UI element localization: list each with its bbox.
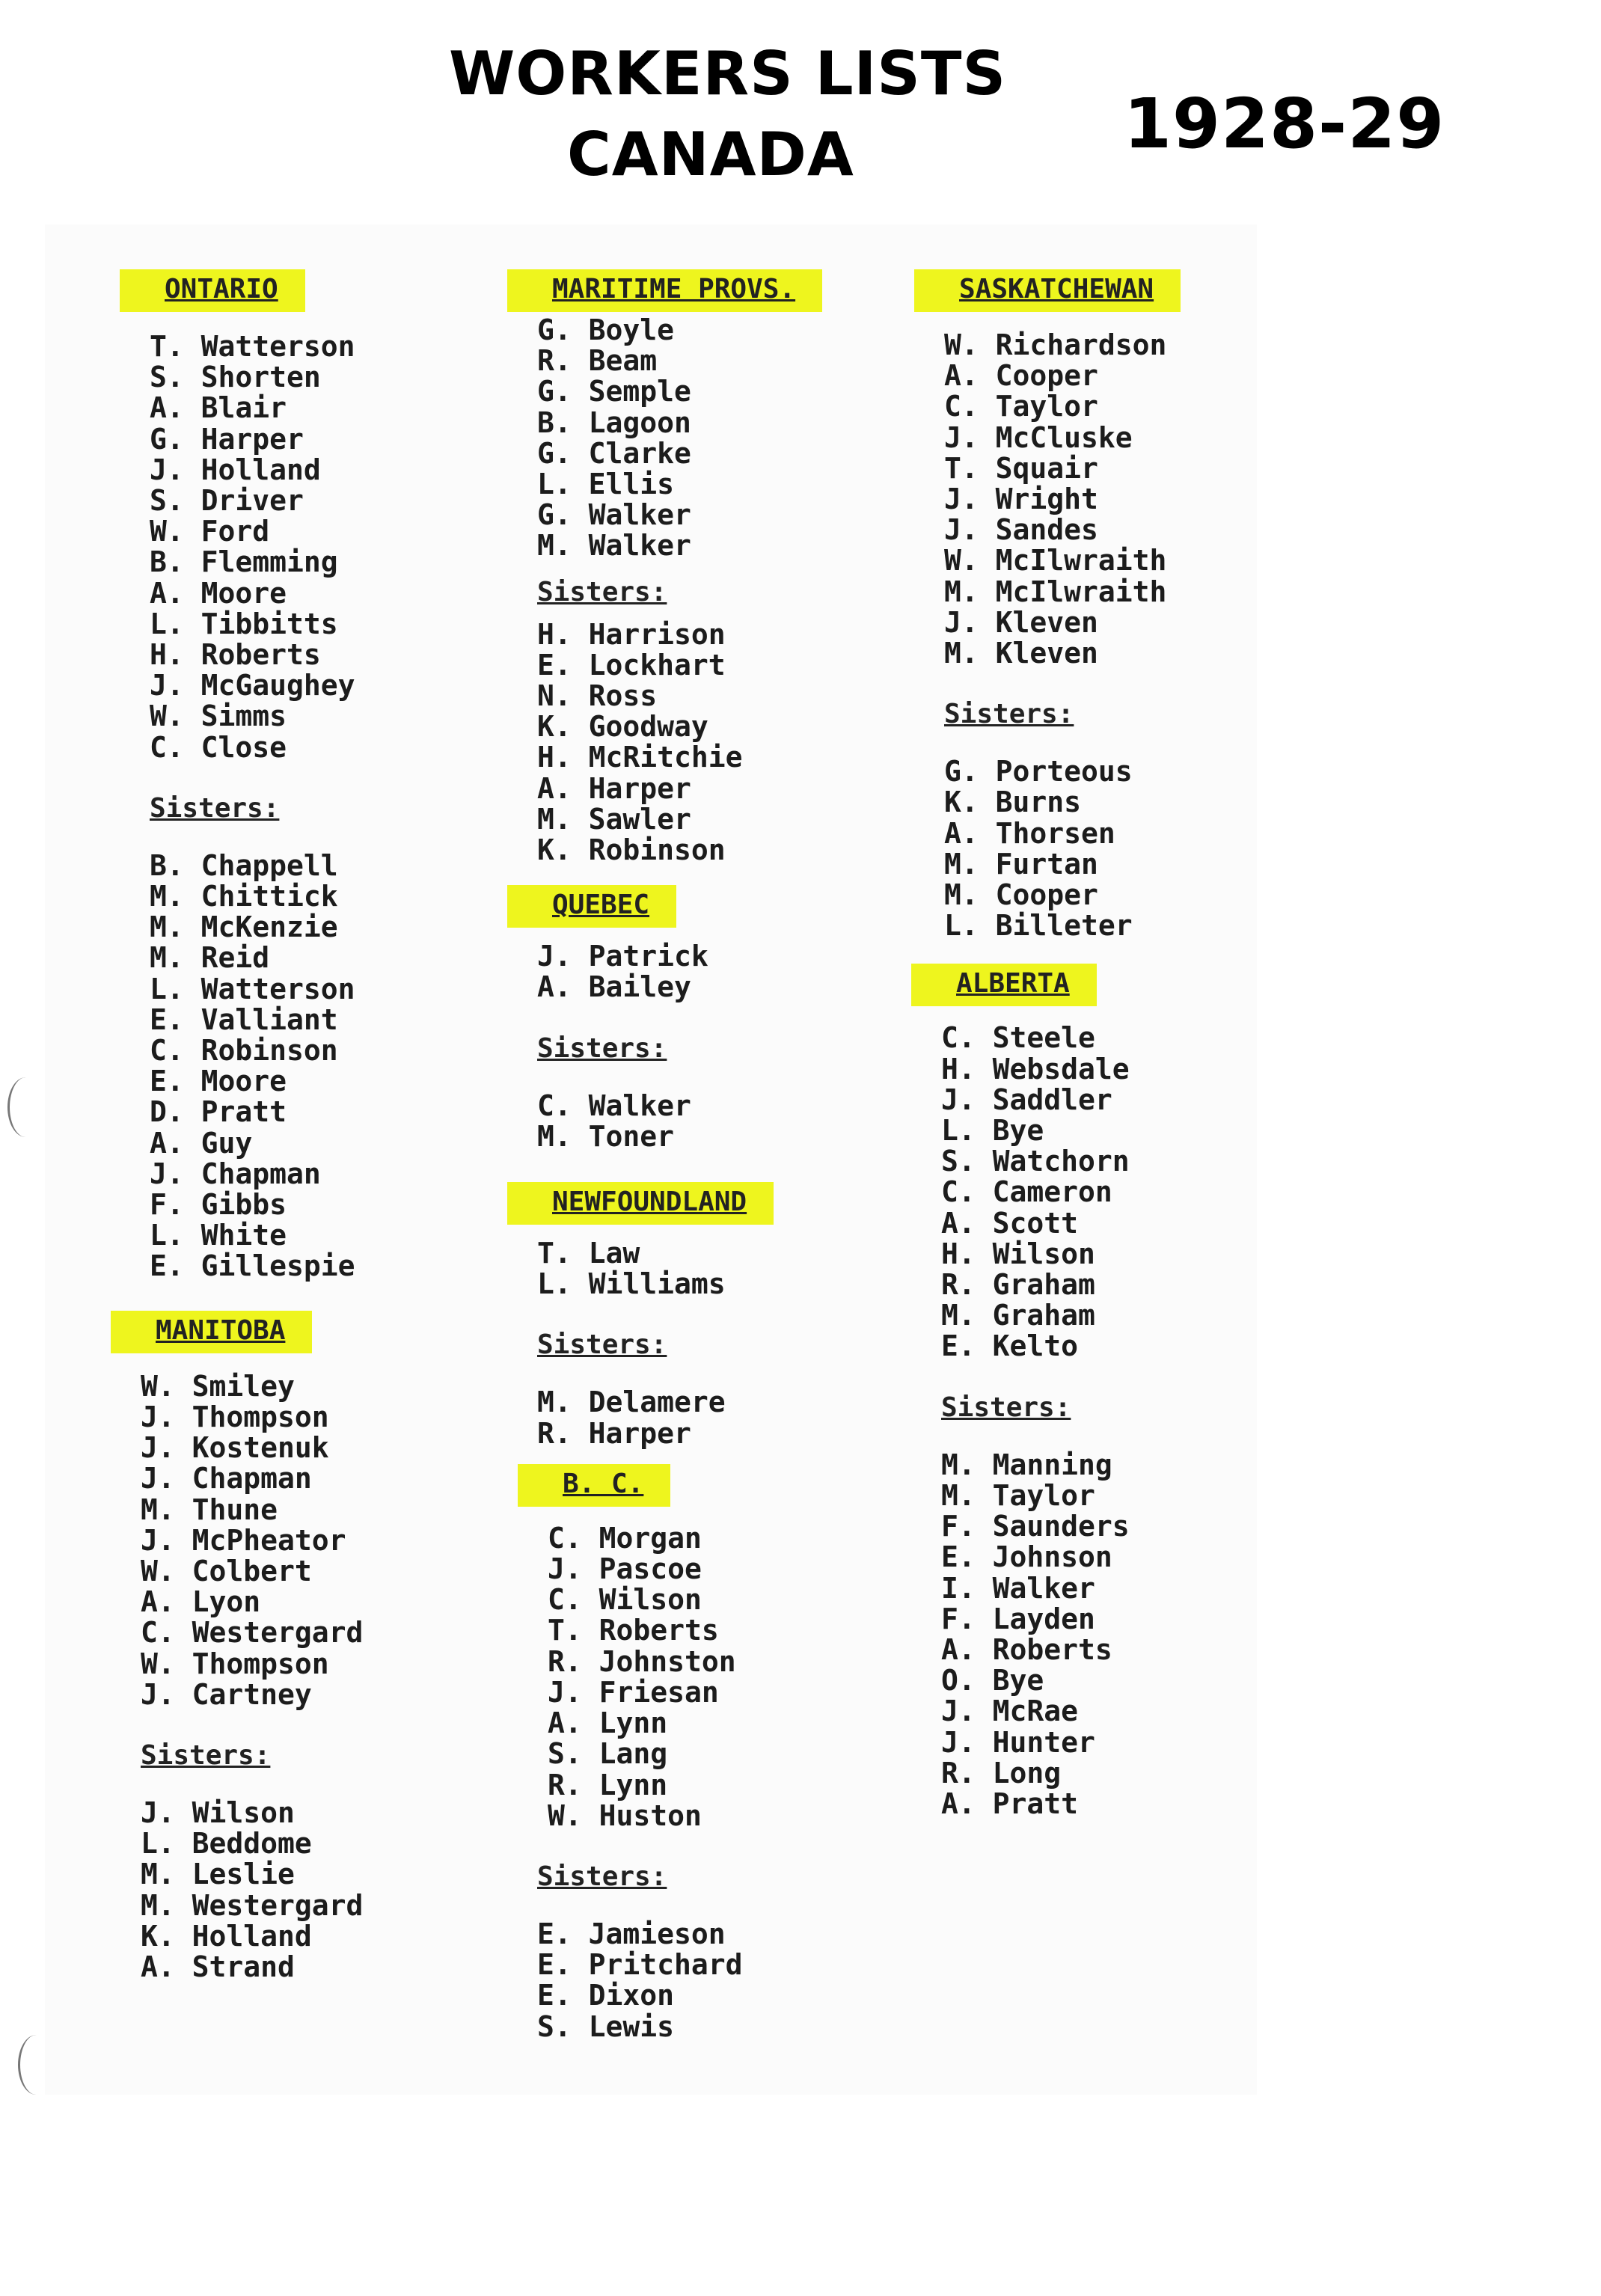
sisters-list bbox=[537, 1387, 956, 1448]
list-item: H. Wilson bbox=[941, 1237, 1095, 1270]
list-item: A. Cooper bbox=[944, 359, 1098, 393]
list-item: A. Roberts bbox=[941, 1632, 1112, 1666]
list-item: R. Graham bbox=[941, 1268, 1095, 1302]
list-item: R. Lynn bbox=[548, 1768, 668, 1801]
title-line-2: CANADA bbox=[567, 120, 854, 189]
list-item: S. Lewis bbox=[537, 2009, 675, 2043]
list-item: K. Robinson bbox=[537, 833, 726, 867]
section-heading: ONTARIO bbox=[120, 269, 305, 312]
list-item: F. Saunders bbox=[941, 1510, 1130, 1543]
list-item: B. Lagoon bbox=[537, 405, 691, 439]
years-label: 1928-29 bbox=[1124, 84, 1445, 164]
list-item: E. Lockhart bbox=[537, 648, 726, 682]
list-item: N. Ross bbox=[537, 679, 658, 713]
list-item: E. Kelto bbox=[941, 1329, 1079, 1363]
column-1 bbox=[141, 269, 569, 1983]
list-item: A. Scott bbox=[941, 1206, 1079, 1240]
list-item: W. Thompson bbox=[141, 1647, 329, 1680]
list-item: G. Boyle bbox=[537, 313, 675, 346]
list-item: W. Richardson bbox=[944, 328, 1167, 361]
sisters-heading: Sisters: bbox=[150, 792, 280, 824]
list-item: T. Roberts bbox=[548, 1614, 719, 1647]
list-item: J. Chapman bbox=[150, 1157, 321, 1190]
list-item: D. Pratt bbox=[150, 1095, 287, 1129]
list-item: L. Ellis bbox=[537, 468, 675, 501]
sisters-heading: Sisters: bbox=[944, 699, 1074, 730]
list-item: J. Wright bbox=[944, 483, 1098, 516]
list-item: A. Lynn bbox=[548, 1706, 668, 1740]
list-item: G. Harper bbox=[150, 422, 304, 456]
list-item: M. Cooper bbox=[944, 878, 1098, 912]
names-list bbox=[150, 331, 569, 763]
section-quebec bbox=[537, 885, 956, 1152]
list-item: E. Dixon bbox=[537, 1979, 675, 2012]
sisters-heading: Sisters: bbox=[537, 576, 667, 607]
list-item: M. Manning bbox=[941, 1448, 1112, 1481]
list-item: S. Shorten bbox=[150, 361, 321, 394]
list-item: J. Thompson bbox=[141, 1400, 329, 1433]
list-item: M. Chittick bbox=[150, 880, 338, 913]
sisters-list bbox=[141, 1798, 569, 1983]
section-bc bbox=[537, 1464, 956, 2043]
list-item: A. Bailey bbox=[537, 970, 691, 1004]
list-item: J. McRae bbox=[941, 1695, 1079, 1728]
list-item: M. Westergard bbox=[141, 1888, 364, 1922]
list-item: M. Delamere bbox=[537, 1386, 726, 1419]
list-item: J. Sandes bbox=[944, 513, 1098, 547]
section-saskatchewan bbox=[944, 269, 1363, 941]
list-item: W. Smiley bbox=[141, 1369, 295, 1403]
list-item: C. Taylor bbox=[944, 390, 1098, 423]
list-item: C. Steele bbox=[941, 1021, 1095, 1055]
list-item: T. Law bbox=[537, 1237, 640, 1270]
list-item: C. Cameron bbox=[941, 1175, 1112, 1209]
list-item: T. Watterson bbox=[150, 330, 355, 363]
section-heading: ALBERTA bbox=[911, 964, 1097, 1006]
list-item: J. Patrick bbox=[537, 940, 708, 973]
section-heading: NEWFOUNDLAND bbox=[507, 1182, 774, 1225]
list-item: S. Driver bbox=[150, 484, 304, 518]
sisters-list bbox=[150, 848, 569, 1283]
list-item: L. White bbox=[150, 1219, 287, 1252]
list-item: J. McPheator bbox=[141, 1523, 346, 1557]
list-item: G. Walker bbox=[537, 498, 691, 532]
names-list bbox=[944, 330, 1363, 669]
list-item: K. Burns bbox=[944, 786, 1082, 819]
list-item: M. Leslie bbox=[141, 1858, 295, 1891]
section-heading: MANITOBA bbox=[111, 1311, 312, 1353]
list-item: M. McIlwraith bbox=[944, 575, 1167, 608]
list-item: J. Hunter bbox=[941, 1725, 1095, 1759]
list-item: J. Saddler bbox=[941, 1083, 1112, 1116]
names-list bbox=[941, 1023, 1363, 1362]
list-item: J. Wilson bbox=[141, 1796, 295, 1829]
list-item: E. Gillespie bbox=[150, 1249, 355, 1283]
list-item: I. Walker bbox=[941, 1571, 1095, 1605]
list-item: A. Strand bbox=[141, 1950, 295, 1983]
list-item: J. Kostenuk bbox=[141, 1431, 329, 1465]
list-item: W. Ford bbox=[150, 515, 270, 548]
list-item: J. Holland bbox=[150, 453, 321, 486]
list-item: C. Morgan bbox=[548, 1521, 702, 1555]
list-item: F. Gibbs bbox=[150, 1188, 287, 1222]
section-heading: QUEBEC bbox=[507, 885, 676, 928]
list-item: J. Pascoe bbox=[548, 1552, 702, 1586]
list-item: E. Moore bbox=[150, 1065, 287, 1098]
list-item: J. McGaughey bbox=[150, 669, 355, 702]
names-list bbox=[537, 1238, 956, 1299]
list-item: C. Close bbox=[150, 730, 287, 764]
list-item: L. Watterson bbox=[150, 972, 355, 1005]
list-item: S. Watchorn bbox=[941, 1145, 1130, 1178]
list-item: M. Furtan bbox=[944, 847, 1098, 881]
list-item: M. Taylor bbox=[941, 1478, 1095, 1512]
list-item: R. Beam bbox=[537, 344, 658, 378]
sisters-heading: Sisters: bbox=[537, 1032, 667, 1064]
sisters-heading: Sisters: bbox=[537, 1329, 667, 1361]
list-item: R. Harper bbox=[537, 1416, 691, 1450]
section-manitoba bbox=[141, 1311, 569, 1983]
list-item: G. Porteous bbox=[944, 755, 1133, 789]
names-list bbox=[537, 315, 956, 562]
punch-hole bbox=[7, 1077, 44, 1137]
list-item: C. Westergard bbox=[141, 1616, 364, 1650]
names-list bbox=[548, 1523, 956, 1831]
sisters-heading: Sisters: bbox=[941, 1392, 1071, 1423]
list-item: S. Lang bbox=[548, 1737, 668, 1771]
list-item: E. Valliant bbox=[150, 1002, 338, 1036]
list-item: K. Holland bbox=[141, 1919, 312, 1953]
list-item: M. Graham bbox=[941, 1299, 1095, 1332]
list-item: O. Bye bbox=[941, 1664, 1044, 1697]
section-heading: SASKATCHEWAN bbox=[914, 269, 1181, 312]
list-item: E. Johnson bbox=[941, 1540, 1112, 1574]
list-item: A. Harper bbox=[537, 771, 691, 805]
names-list bbox=[141, 1371, 569, 1710]
list-item: M. Reid bbox=[150, 941, 270, 975]
list-item: C. Wilson bbox=[548, 1583, 702, 1617]
list-item: G. Semple bbox=[537, 375, 691, 408]
list-item: A. Guy bbox=[150, 1126, 253, 1160]
sisters-list bbox=[537, 1091, 956, 1152]
list-item: G. Clarke bbox=[537, 436, 691, 470]
list-item: W. Huston bbox=[548, 1798, 702, 1832]
title-line-1: WORKERS LISTS bbox=[449, 39, 1007, 108]
list-item: H. Harrison bbox=[537, 617, 726, 651]
sisters-heading: Sisters: bbox=[141, 1739, 271, 1771]
list-item: J. Kleven bbox=[944, 605, 1098, 639]
list-item: K. Goodway bbox=[537, 710, 708, 744]
list-item: J. McCluske bbox=[944, 420, 1133, 454]
list-item: B. Chappell bbox=[150, 848, 338, 882]
column-2 bbox=[537, 269, 956, 2042]
list-item: A. Lyon bbox=[141, 1585, 261, 1619]
section-heading: B. C. bbox=[518, 1464, 670, 1507]
names-list bbox=[537, 941, 956, 1002]
list-item: B. Flemming bbox=[150, 545, 338, 579]
list-item: W. Simms bbox=[150, 699, 287, 733]
list-item: H. McRitchie bbox=[537, 741, 743, 774]
list-item: M. Toner bbox=[537, 1119, 675, 1153]
list-item: C. Walker bbox=[537, 1089, 691, 1122]
sisters-list bbox=[537, 619, 956, 866]
list-item: H. Websdale bbox=[941, 1052, 1130, 1086]
list-item: W. Colbert bbox=[141, 1554, 312, 1588]
list-item: C. Robinson bbox=[150, 1034, 338, 1068]
list-item: A. Moore bbox=[150, 576, 287, 610]
list-item: W. McIlwraith bbox=[944, 544, 1167, 578]
list-item: M. Sawler bbox=[537, 802, 691, 836]
list-item: M. McKenzie bbox=[150, 910, 338, 944]
sisters-list bbox=[941, 1450, 1363, 1819]
list-item: J. Friesan bbox=[548, 1675, 719, 1709]
list-item: L. Billeter bbox=[944, 909, 1133, 943]
list-item: L. Beddome bbox=[141, 1827, 312, 1861]
list-item: A. Blair bbox=[150, 391, 287, 425]
list-item: A. Thorsen bbox=[944, 816, 1115, 850]
sisters-list bbox=[944, 756, 1363, 941]
list-item: L. Tibbitts bbox=[150, 607, 338, 640]
list-item: H. Roberts bbox=[150, 638, 321, 672]
punch-hole bbox=[18, 2035, 55, 2095]
list-item: E. Pritchard bbox=[537, 1948, 743, 1982]
column-3 bbox=[941, 269, 1363, 1820]
section-maritime-provs bbox=[537, 269, 956, 866]
list-item: E. Jamieson bbox=[537, 1917, 726, 1950]
list-item: F. Layden bbox=[941, 1602, 1095, 1635]
list-item: L. Bye bbox=[941, 1114, 1044, 1148]
list-item: A. Pratt bbox=[941, 1787, 1079, 1820]
list-item: R. Long bbox=[941, 1756, 1062, 1790]
section-newfoundland bbox=[537, 1182, 956, 1449]
list-item: M. Walker bbox=[537, 529, 691, 563]
sisters-heading: Sisters: bbox=[537, 1861, 667, 1892]
section-alberta bbox=[941, 964, 1363, 1819]
sisters-list bbox=[537, 1919, 956, 2042]
list-item: M. Thune bbox=[141, 1493, 278, 1526]
list-item: M. Kleven bbox=[944, 637, 1098, 670]
list-item: J. Chapman bbox=[141, 1462, 312, 1496]
list-item: T. Squair bbox=[944, 451, 1098, 485]
list-item: R. Johnston bbox=[548, 1644, 736, 1678]
section-ontario bbox=[150, 269, 569, 1282]
section-heading: MARITIME PROVS. bbox=[507, 269, 822, 312]
list-item: J. Cartney bbox=[141, 1677, 312, 1711]
list-item: L. Williams bbox=[537, 1267, 726, 1301]
